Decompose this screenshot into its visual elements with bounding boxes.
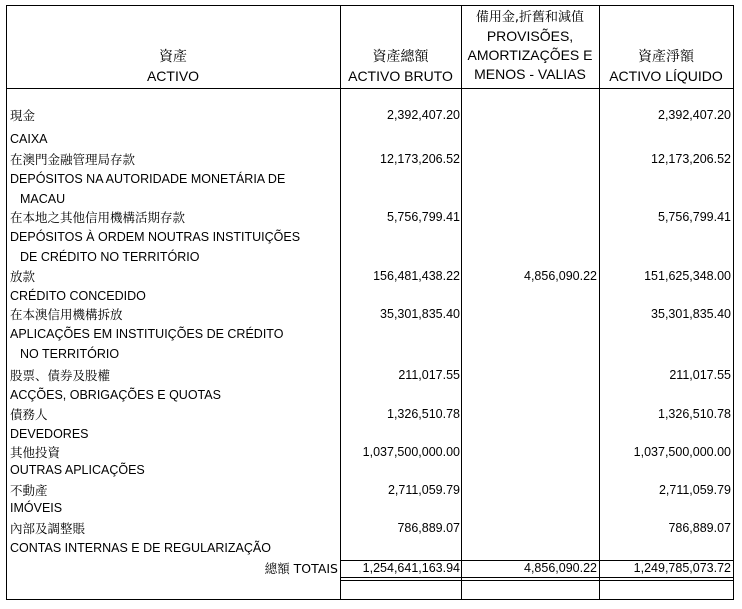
row-activo-liquido: 1,037,500,000.00 [633,445,731,459]
row-activo-bruto: 1,326,510.78 [387,407,460,421]
row-label-pt: DEVEDORES [10,427,89,441]
header-liquido-pt: ACTIVO LÍQUIDO [609,68,723,84]
row-activo-bruto: 1,037,500,000.00 [362,445,460,459]
row-label-pt: APLICAÇÕES EM INSTITUIÇÕES DE CRÉDITO [10,327,284,341]
header-provisoes [461,8,599,84]
row-activo-bruto: 35,301,835.40 [380,307,460,321]
total-provisoes: 4,856,090.22 [524,561,597,575]
row-label-pt: CRÉDITO CONCEDIDO [10,289,146,303]
column-divider [733,5,734,600]
row-activo-bruto: 211,017.55 [398,368,460,382]
column-divider [461,5,462,600]
row-activo-liquido: 151,625,348.00 [644,269,731,283]
total-activo-liquido: 1,249,785,073.72 [633,561,731,575]
row-label-zh: 放款 [10,269,36,284]
header-activo-bruto [340,48,461,86]
row-label-pt-cont: NO TERRITÓRIO [20,347,120,361]
row-activo-liquido: 35,301,835.40 [651,307,731,321]
row-label-pt: CONTAS INTERNAS E DE REGULARIZAÇÃO [10,541,271,555]
row-label-zh: 在本澳信用機構拆放 [10,307,123,322]
row-label-zh: 股票、債券及股權 [10,368,111,383]
header-bruto-pt: ACTIVO BRUTO [348,68,453,84]
row-label-zh: 現金 [10,108,36,123]
row-label-zh: 在澳門金融管理局存款 [10,152,136,167]
total-activo-bruto: 1,254,641,163.94 [362,561,460,575]
row-label-pt: ACÇÕES, OBRIGAÇÕES E QUOTAS [10,388,221,402]
row-activo-liquido: 786,889.07 [668,521,731,535]
row-label-pt: OUTRAS APLICAÇÕES [10,463,145,477]
row-label-zh: 其他投資 [10,445,61,460]
row-label-pt: IMÓVEIS [10,501,63,515]
header-activo [6,48,340,86]
row-activo-liquido: 2,711,059.79 [658,483,731,497]
table-bottom-border [6,599,734,600]
column-divider [599,5,600,600]
row-label-zh: 內部及調整賬 [10,521,86,536]
row-activo-bruto: 5,756,799.41 [387,210,460,224]
header-activo-pt: ACTIVO [146,68,200,84]
row-activo-liquido: 1,326,510.78 [658,407,731,421]
row-activo-liquido: 2,392,407.20 [658,108,731,122]
header-liquido-zh: 資產淨額 [638,49,694,65]
row-label-pt: DEPÓSITOS NA AUTORIDADE MONETÁRIA DE [10,172,286,186]
row-activo-bruto: 12,173,206.52 [380,152,460,166]
header-prov-zh: 備用金,折舊和減值 [475,10,585,25]
row-label-pt: CAIXA [10,132,48,146]
row-label-pt: DEPÓSITOS À ORDEM NOUTRAS INSTITUIÇÕES [10,230,301,244]
table-top-border [6,5,734,6]
header-bruto-zh: 資產總額 [372,49,429,65]
header-prov-pt1: PROVISÕES, [486,28,574,44]
row-label-zh: 債務人 [10,407,48,422]
row-activo-liquido: 211,017.55 [669,368,731,382]
row-activo-liquido: 5,756,799.41 [658,210,731,224]
balance-sheet-table [6,5,734,600]
row-activo-bruto: 786,889.07 [397,521,460,535]
header-prov-pt2: AMORTIZAÇÕES E [467,47,593,63]
row-label-zh: 不動產 [10,483,48,498]
header-prov-pt3: MENOS - VALIAS [474,66,586,82]
row-activo-liquido: 12,173,206.52 [651,152,731,166]
column-divider [340,5,341,600]
header-activo-liquido [599,48,733,86]
total-label: 總額 TOTAIS [264,561,338,576]
row-label-zh: 在本地之其他信用機構活期存款 [10,210,186,225]
row-activo-bruto: 2,711,059.79 [387,483,460,497]
row-label-pt-cont: DE CRÉDITO NO TERRITÓRIO [20,250,200,264]
row-activo-bruto: 2,392,407.20 [387,108,460,122]
header-activo-zh: 資產 [159,49,187,65]
header-divider [6,88,734,89]
row-label-pt-cont: MACAU [20,192,66,206]
row-provisoes: 4,856,090.22 [524,269,597,283]
column-divider [6,5,7,600]
total-double-rule [340,580,734,581]
row-activo-bruto: 156,481,438.22 [373,269,460,283]
